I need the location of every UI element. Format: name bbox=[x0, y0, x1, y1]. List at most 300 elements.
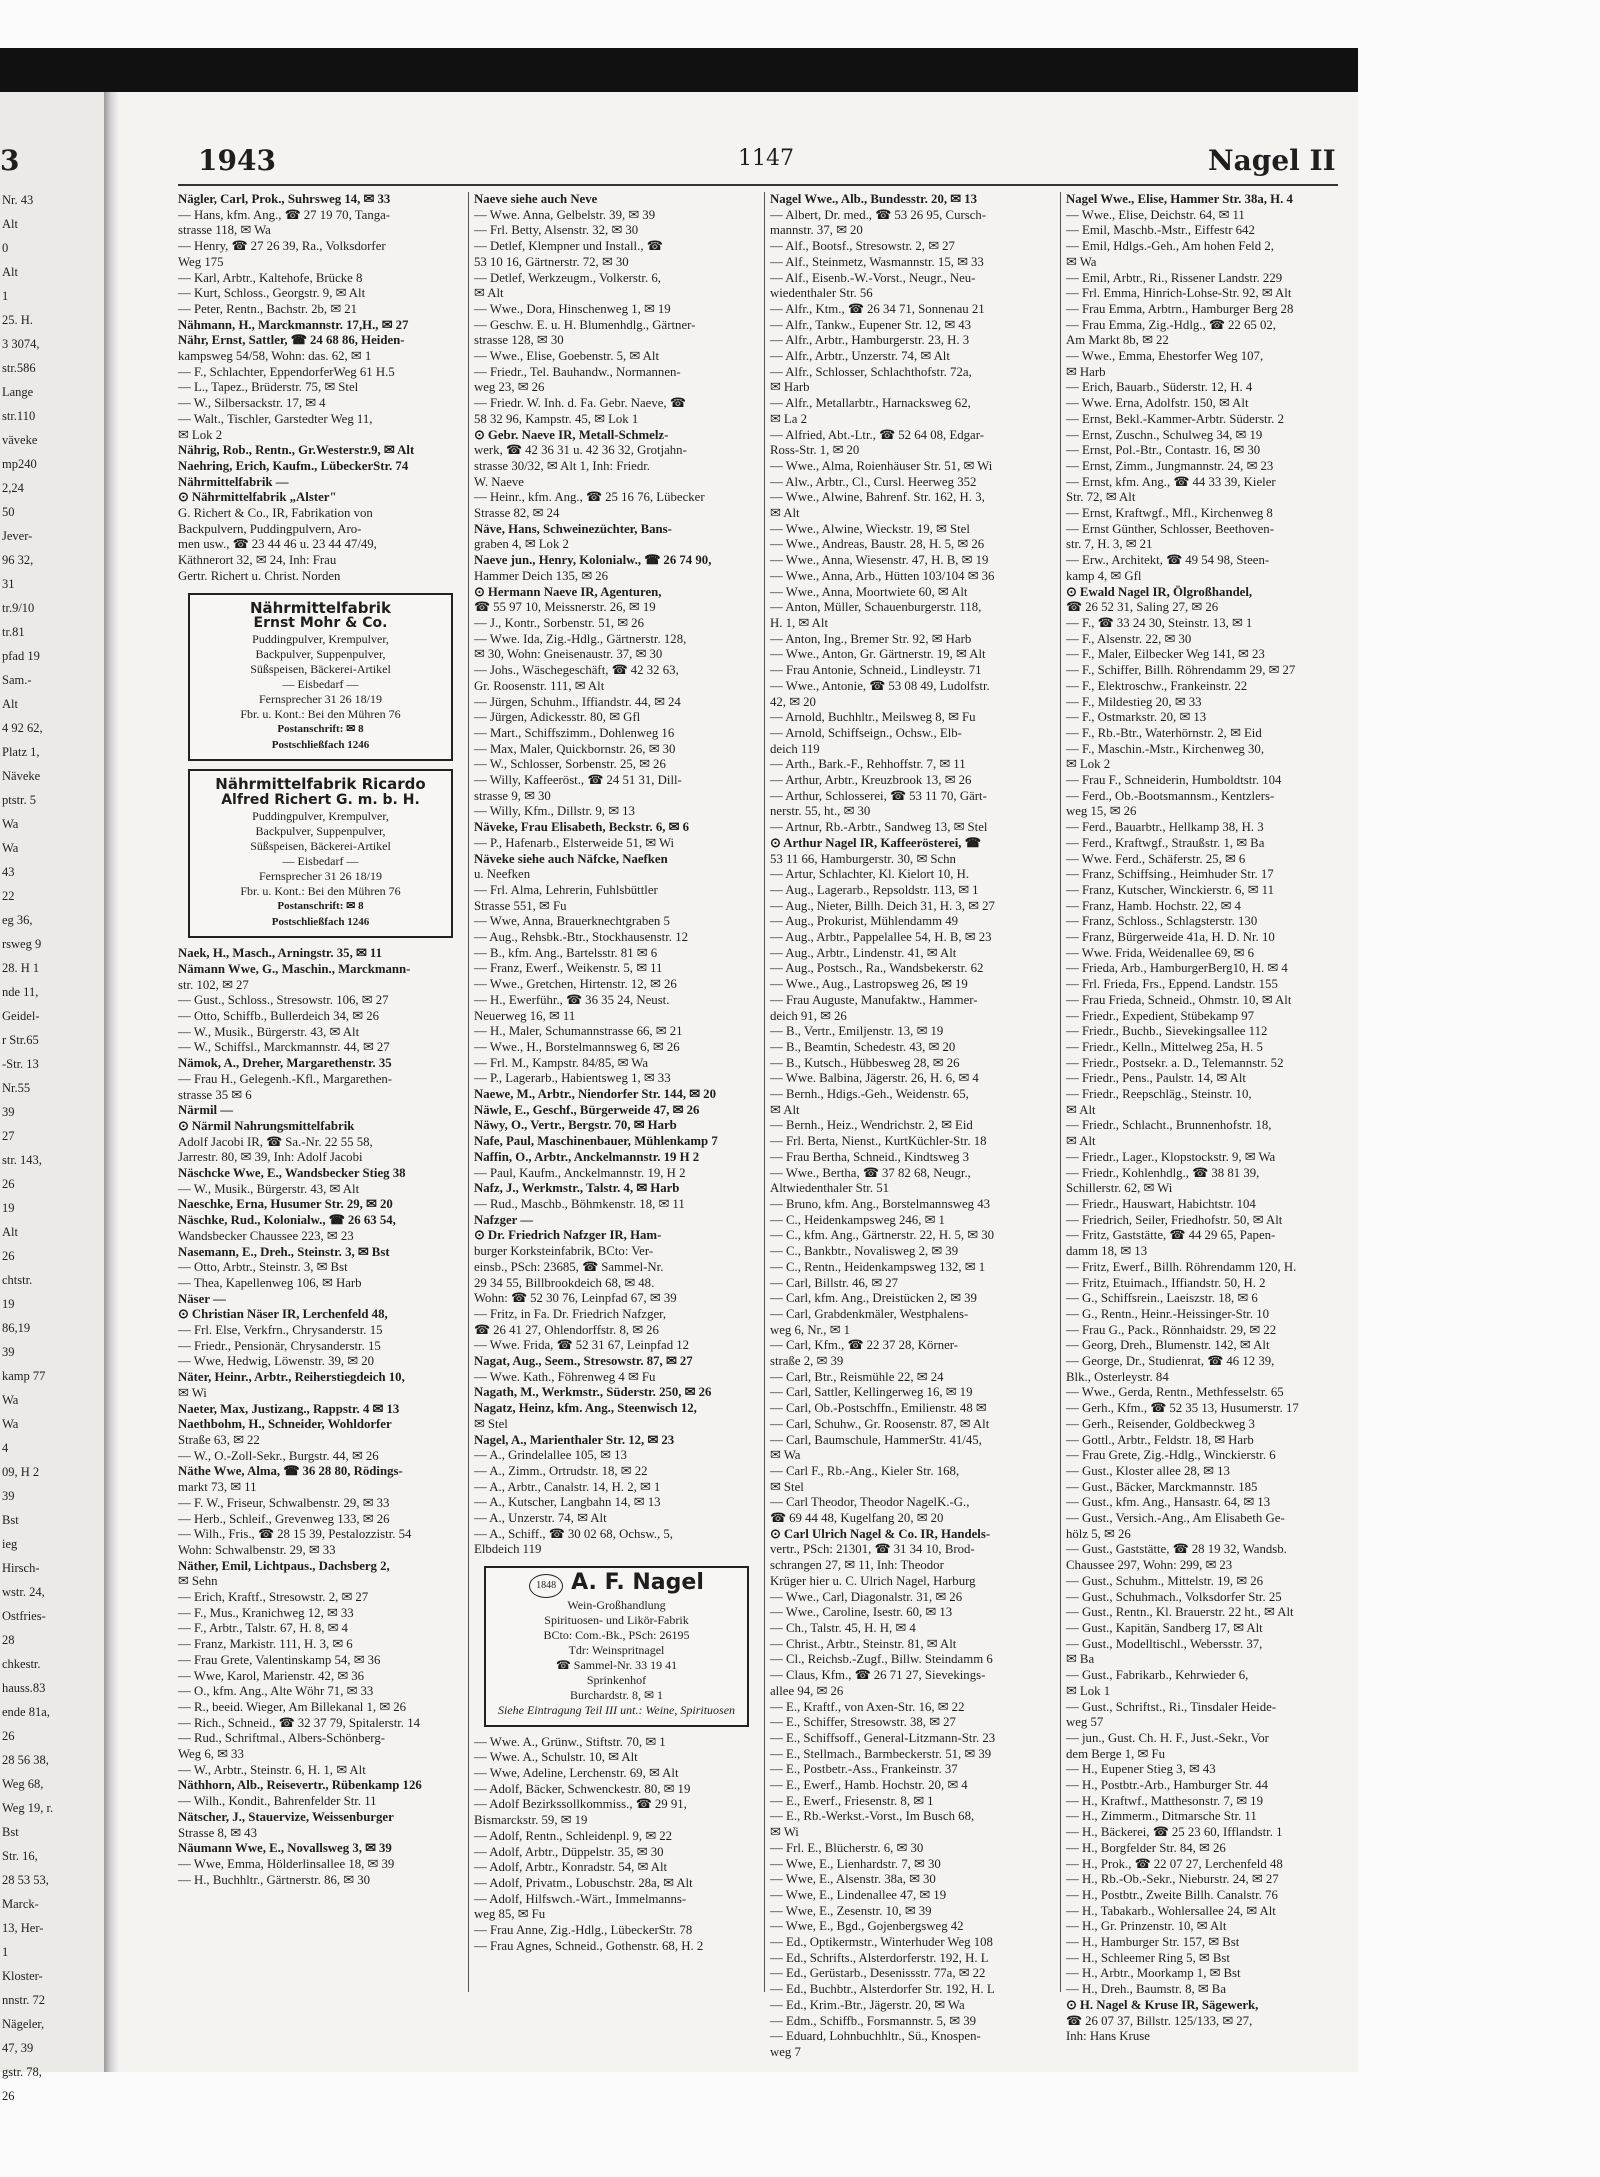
directory-entry: — Otto, Arbtr., Steinstr. 3, ✉ Bst bbox=[178, 1260, 348, 1275]
directory-entry: — Wwe., Aug., Lastropsweg 26, ✉ 19 bbox=[770, 977, 968, 992]
directory-entry: — A., Unzerstr. 74, ✉ Alt bbox=[474, 1511, 607, 1526]
directory-entry: — Frau Bertha, Schneid., Kindtsweg 3 bbox=[770, 1149, 970, 1164]
directory-entry: — Fritz, Gaststätte, ☎ 44 29 65, Papen- bbox=[1066, 1228, 1276, 1243]
previous-page-line: Geidel- bbox=[2, 1009, 40, 1023]
directory-entry: ⊙ H. Nagel & Kruse IR, Sägewerk, bbox=[1066, 1997, 1259, 2012]
previous-page-line: Jever- bbox=[2, 529, 33, 543]
directory-entry: — F., Elektroschw., Frankeinstr. 22 bbox=[1066, 678, 1248, 693]
directory-entry: ✉ Stel bbox=[770, 1479, 804, 1494]
ad-line: — Eisbedarf — bbox=[282, 676, 359, 691]
directory-entry: — Thea, Kapellenweg 106, ✉ Harb bbox=[178, 1275, 362, 1290]
previous-page-line: 1 bbox=[2, 289, 9, 303]
directory-entry: — Wwe., Anna, Wiesenstr. 47, H. B, ✉ 19 bbox=[770, 553, 989, 568]
previous-page-line: rsweg 9 bbox=[2, 937, 42, 951]
directory-entry: — jun., Gust. Ch. H. F., Just.-Sekr., Vor bbox=[1066, 1730, 1269, 1745]
previous-page-line: Ostfries- bbox=[2, 1609, 46, 1623]
directory-entry: — J., Kontr., Sorbenstr. 51, ✉ 26 bbox=[474, 615, 644, 630]
directory-entry: — Erw., Architekt, ☎ 49 54 98, Steen- bbox=[1066, 553, 1270, 568]
ad-post-address: Postanschrift: ✉ 8 bbox=[277, 722, 364, 735]
ad-line: Wein-Großhandlung bbox=[567, 1597, 666, 1612]
directory-entry: — Wwe., Anna, Arb., Hütten 103/104 ✉ 36 bbox=[770, 568, 995, 583]
previous-page-line: 2,24 bbox=[2, 481, 24, 495]
directory-entry: — Wwe, Adeline, Lerchenstr. 69, ✉ Alt bbox=[474, 1765, 679, 1780]
previous-page-line: eg 36, bbox=[2, 913, 33, 927]
directory-entry: ✉ 30, Wohn: Gneisenaustr. 37, ✉ 30 bbox=[474, 647, 663, 662]
directory-entry: — Alfr., Schlosser, Schlachthofstr. 72a, bbox=[770, 364, 972, 379]
directory-entry: ☎ 69 44 48, Kugelfang 20, ✉ 20 bbox=[770, 1511, 944, 1526]
directory-entry: Ross-Str. 1, ✉ 20 bbox=[770, 443, 860, 458]
directory-entry: — Wwe., Bertha, ☎ 37 82 68, Neugr., bbox=[770, 1165, 971, 1180]
directory-entry: Näthe Wwe, Alma, ☎ 36 28 80, Rödings- bbox=[178, 1464, 403, 1479]
directory-entry: — Gust., Schuhmach., Volksdorfer Str. 25 bbox=[1066, 1589, 1282, 1604]
directory-entry: — Arnold, Buchhltr., Meilsweg 8, ✉ Fu bbox=[770, 710, 976, 725]
directory-entry: graben 4, ✉ Lok 2 bbox=[474, 537, 569, 552]
directory-entry: — Ernst, Zimm., Jungmannstr. 24, ✉ 23 bbox=[1066, 458, 1274, 473]
directory-entry: ✉ Alt bbox=[770, 1102, 800, 1117]
directory-entry: — Wwe, Emma, Hölderlinsallee 18, ✉ 39 bbox=[178, 1856, 395, 1871]
directory-entry: — Carl, Baumschule, HammerStr. 41/45, bbox=[770, 1432, 982, 1447]
directory-entry: straße 2, ✉ 39 bbox=[770, 1354, 844, 1369]
directory-entry: — Kurt, Schloss., Georgstr. 9, ✉ Alt bbox=[178, 286, 366, 301]
directory-entry: Nafe, Paul, Maschinenbauer, Mühlenkamp 7 bbox=[474, 1134, 718, 1149]
previous-page-line: str.586 bbox=[2, 361, 36, 375]
previous-page-line: 47, 39 bbox=[2, 2041, 34, 2055]
ad-subtitle: Alfred Richert G. m. b. H. bbox=[221, 792, 420, 809]
directory-entry: strasse 9, ✉ 30 bbox=[474, 788, 551, 803]
directory-entry: — Alfr., Ktm., ☎ 26 34 71, Sonnenau 21 bbox=[770, 301, 985, 316]
directory-entry: Naeter, Max, Justizang., Rappstr. 4 ✉ 13 bbox=[178, 1401, 400, 1416]
directory-entry: — H., Tabakarb., Wohlersallee 24, ✉ Alt bbox=[1066, 1903, 1276, 1918]
directory-entry: Näser — bbox=[178, 1291, 226, 1306]
previous-page-line: ende 81a, bbox=[2, 1705, 50, 1719]
directory-entry: — Adolf, Arbtr., Düppelstr. 35, ✉ 30 bbox=[474, 1844, 664, 1859]
directory-entry: ⊙ Ewald Nagel IR, Ölgroßhandel, bbox=[1066, 584, 1253, 599]
directory-entry: ⊙ Arthur Nagel IR, Kaffeerösterei, ☎ bbox=[770, 835, 981, 850]
directory-entry: Näveke siehe auch Näfcke, Naefken bbox=[474, 851, 668, 866]
ad-title: A. F. Nagel bbox=[571, 1569, 704, 1595]
directory-entry: — Wwe., H., Borstelmannsweg 6, ✉ 26 bbox=[474, 1039, 680, 1054]
directory-entry: — H., Zimmerm., Ditmarsche Str. 11 bbox=[1066, 1809, 1257, 1824]
directory-entry: — Rud., Schriftmal., Albers-Schönberg- bbox=[178, 1731, 385, 1746]
directory-entry: 42, ✉ 20 bbox=[770, 694, 816, 709]
previous-page-line: Marck- bbox=[2, 1897, 39, 1911]
directory-entry: — Carl, Sattler, Kellingerweg 16, ✉ 19 bbox=[770, 1385, 973, 1400]
directory-entry: Nafz, J., Werkmstr., Talstr. 4, ✉ Harb bbox=[474, 1181, 680, 1196]
directory-entry: — Mart., Schiffszimm., Dohlenweg 16 bbox=[474, 725, 675, 740]
directory-entry: — Bernh., Hdigs.-Geh., Weidenstr. 65, bbox=[770, 1087, 969, 1102]
directory-entry: — Friedr., Schlacht., Brunnenhofstr. 18, bbox=[1066, 1118, 1272, 1133]
directory-entry: — H., Arbtr., Moorkamp 1, ✉ Bst bbox=[1066, 1966, 1241, 1981]
ad-line: Spirituosen- und Likör-Fabrik bbox=[544, 1612, 689, 1627]
directory-entry: — Frau Emma, Zig.-Hdlg., ☎ 22 65 02, bbox=[1066, 317, 1277, 332]
directory-entry: — F., Rb.-Btr., Waterhörnstr. 2, ✉ Eid bbox=[1066, 725, 1262, 740]
directory-entry: — Frau Anne, Zig.-Hdlg., LübeckerStr. 78 bbox=[474, 1923, 693, 1938]
directory-entry: — Max, Maler, Quickbornstr. 26, ✉ 30 bbox=[474, 741, 676, 756]
directory-entry: Weg 175 bbox=[178, 254, 224, 269]
directory-entry: — C., kfm. Ang., Gärtnerstr. 22, H. 5, ✉ 30 bbox=[770, 1228, 994, 1243]
directory-entry: — Alf., Bootsf., Stresowstr. 2, ✉ 27 bbox=[770, 239, 955, 254]
directory-entry: — E., Stellmach., Barmbeckerstr. 51, ✉ 39 bbox=[770, 1746, 992, 1761]
directory-entry: — W., Musik., Bürgerstr. 43, ✉ Alt bbox=[178, 1181, 360, 1196]
previous-page-line: 50 bbox=[2, 505, 15, 519]
directory-entry: Straße 63, ✉ 22 bbox=[178, 1433, 260, 1447]
directory-entry: — Artnur, Rb.-Arbtr., Sandweg 13, ✉ Stel bbox=[770, 820, 988, 835]
directory-entry: ✉ Sehn bbox=[178, 1574, 218, 1589]
directory-entry: — Gust., kfm. Ang., Hansastr. 64, ✉ 13 bbox=[1066, 1495, 1271, 1510]
directory-entry: — Walt., Tischler, Garstedter Weg 11, bbox=[178, 411, 373, 426]
directory-entry: — Fritz, Ewerf., Billh. Röhrendamm 120, H. bbox=[1066, 1259, 1297, 1274]
directory-entry: — Aug., Nieter, Billh. Deich 31, H. 3, ✉ 27 bbox=[770, 898, 995, 913]
directory-entry: Str. 72, ✉ Alt bbox=[1066, 490, 1136, 505]
directory-entry: — A., Grindelallee 105, ✉ 13 bbox=[474, 1448, 627, 1463]
previous-page-line: 39 bbox=[2, 1345, 15, 1359]
page-running-name: Nagel II bbox=[1208, 144, 1336, 177]
book-gutter bbox=[104, 92, 118, 2072]
directory-entry: 53 10 16, Gärtnerstr. 72, ✉ 30 bbox=[474, 254, 629, 269]
directory-entry: — George, Dr., Studienrat, ☎ 46 12 39, bbox=[1066, 1354, 1275, 1369]
directory-entry: H. 1, ✉ Alt bbox=[770, 615, 829, 630]
directory-entry: u. Neefken bbox=[474, 867, 531, 882]
directory-entry: — Adolf, Arbtr., Konradstr. 54, ✉ Alt bbox=[474, 1860, 668, 1875]
directory-entry: Inh: Hans Kruse bbox=[1066, 2029, 1150, 2044]
directory-entry: — H., Prok., ☎ 22 07 27, Lerchenfeld 48 bbox=[1066, 1856, 1283, 1871]
ad-line: ☎ Sammel-Nr. 33 19 41 bbox=[555, 1657, 678, 1672]
previous-page-line: Wa bbox=[2, 841, 19, 855]
directory-entry: — Gust., Fabrikarb., Kehrwieder 6, bbox=[1066, 1668, 1249, 1683]
directory-entry: — Wwe, E., Zesenstr. 10, ✉ 39 bbox=[770, 1903, 932, 1918]
directory-entry: — Frau Grete, Valentinskamp 54, ✉ 36 bbox=[178, 1652, 381, 1667]
directory-entry: — E., Postbetr.-Ass., Frankeinstr. 37 bbox=[770, 1762, 958, 1777]
previous-page-line: Platz 1, bbox=[2, 745, 40, 759]
directory-entry: — Wwe., Caroline, Isestr. 60, ✉ 13 bbox=[770, 1605, 953, 1620]
directory-entry: — Ferd., Kraftwgf., Straußstr. 1, ✉ Ba bbox=[1066, 835, 1265, 850]
directory-entry: — Ch., Talstr. 45, H. H, ✉ 4 bbox=[770, 1620, 916, 1635]
directory-entry: — Franz, Hamb. Hochstr. 22, ✉ 4 bbox=[1066, 898, 1241, 913]
previous-page-line: Weg 68, bbox=[2, 1777, 44, 1791]
directory-entry: — Frau Antonie, Schneid., Lindleystr. 71 bbox=[770, 663, 982, 678]
directory-entry: — Gust., Rentn., Kl. Brauerstr. 22 ht., ✉ Alt bbox=[1066, 1605, 1294, 1620]
directory-entry: ✉ Alt bbox=[1066, 1102, 1096, 1117]
previous-page-line: Näveke bbox=[2, 769, 41, 783]
directory-entry: — Arth., Bark.-F., Rehhoffstr. 7, ✉ 11 bbox=[770, 757, 966, 772]
ad-line: Backpulver, Suppenpulver, bbox=[255, 646, 386, 661]
directory-entry: — Rich., Schneid., ☎ 32 37 79, Spitalerstr. 14 bbox=[178, 1715, 421, 1730]
previous-page-line: 4 92 62, bbox=[2, 721, 43, 735]
column-2 bbox=[474, 192, 759, 1992]
directory-entry: — B., kfm. Ang., Bartelsstr. 81 ✉ 6 bbox=[474, 945, 658, 960]
directory-entry: — Gust., Modelltischl., Webersstr. 37, bbox=[1066, 1636, 1263, 1651]
directory-entry: ☎ 26 41 27, Ohlendorffstr. 8, ✉ 26 bbox=[474, 1322, 659, 1337]
directory-entry: — Gust., Versich.-Ang., Am Elisabeth Ge- bbox=[1066, 1511, 1285, 1526]
scan-top-edge bbox=[0, 48, 1358, 92]
directory-entry: — Anton, Müller, Schauenburgerstr. 118, bbox=[770, 600, 982, 615]
directory-entry: — Friedr., Expedient, Stübekamp 97 bbox=[1066, 1008, 1255, 1023]
directory-entry: ✉ Stel bbox=[474, 1416, 508, 1431]
column-4 bbox=[1066, 192, 1351, 2044]
directory-entry: — Frl. Frieda, Frs., Eppend. Landstr. 155 bbox=[1066, 977, 1278, 992]
directory-entry: Naeve jun., Henry, Kolonialw., ☎ 26 74 90, bbox=[474, 553, 712, 568]
previous-page-line: Alt bbox=[2, 265, 18, 279]
directory-entry: — Bernh., Heiz., Wendrichstr. 2, ✉ Eid bbox=[770, 1118, 973, 1133]
directory-entry: — Frau Agnes, Schneid., Gothenstr. 68, H. 2 bbox=[474, 1938, 704, 1953]
previous-page-line: 43 bbox=[2, 865, 15, 879]
directory-entry: einsb., PSch: 23685, ☎ Sammel-Nr. bbox=[474, 1259, 664, 1274]
directory-page bbox=[118, 92, 1358, 2072]
directory-entry: — Wwe, Hedwig, Löwenstr. 39, ✉ 20 bbox=[178, 1354, 375, 1369]
directory-entry: weg 6, Nr., ✉ 1 bbox=[770, 1322, 851, 1337]
ad-post-address: Postanschrift: ✉ 8 bbox=[277, 899, 364, 912]
directory-entry: schrangen 27, ✉ 11, Inh: Theodor bbox=[770, 1558, 944, 1573]
directory-entry: — W., O.-Zoll-Sekr., Burgstr. 44, ✉ 26 bbox=[178, 1448, 379, 1463]
ad-subtitle: Ernst Mohr & Co. bbox=[253, 615, 388, 632]
directory-entry: weg 57 bbox=[1066, 1715, 1104, 1730]
directory-entry: — Friedr., Kelln., Mittelweg 25a, H. 5 bbox=[1066, 1039, 1263, 1054]
directory-entry: — Ernst Günther, Schlosser, Beethoven- bbox=[1066, 521, 1274, 536]
directory-entry: — Detlef, Werkzeugm., Volkerstr. 6, bbox=[474, 270, 661, 285]
column-1 bbox=[178, 192, 463, 1992]
directory-entry: — H., Schleemer Ring 5, ✉ Bst bbox=[1066, 1950, 1230, 1965]
directory-entry: — Frieda, Arb., HamburgerBerg10, H. ✉ 4 bbox=[1066, 961, 1288, 976]
previous-page-line: Lange bbox=[2, 385, 34, 399]
previous-page-line: kamp 77 bbox=[2, 1369, 46, 1383]
directory-entry: — Claus, Kfm., ☎ 26 71 27, Sievekings- bbox=[770, 1668, 986, 1683]
directory-entry: — Wwe. Anna, Gelbelstr. 39, ✉ 39 bbox=[474, 207, 656, 222]
directory-entry: — Wwe., Anna, Moortwiete 60, ✉ Alt bbox=[770, 584, 968, 599]
previous-page-line: tr.9/10 bbox=[2, 601, 35, 615]
previous-page-line: gstr. 78, bbox=[2, 2065, 42, 2079]
directory-entry: — Friedr., Reepschläg., Steinstr. 10, bbox=[1066, 1087, 1252, 1102]
previous-page-line: Nägeler, bbox=[2, 2017, 45, 2031]
previous-page-line: 19 bbox=[2, 1297, 15, 1311]
directory-entry: — Frl. E., Blücherstr. 6, ✉ 30 bbox=[770, 1840, 924, 1855]
previous-page-line: wstr. 24, bbox=[2, 1585, 45, 1599]
previous-page-fragment bbox=[0, 92, 104, 2103]
directory-entry: 53 11 66, Hamburgerstr. 30, ✉ Schn bbox=[770, 851, 956, 866]
directory-entry: strasse 30/32, ✉ Alt 1, Inh: Friedr. bbox=[474, 458, 651, 473]
directory-entry: — Gerh., Reisender, Goldbeckweg 3 bbox=[1066, 1416, 1255, 1431]
directory-entry: ✉ Ba bbox=[1066, 1652, 1095, 1667]
directory-entry: Naeschke, Erna, Husumer Str. 29, ✉ 20 bbox=[178, 1197, 393, 1212]
directory-entry: — Wwe., Andreas, Baustr. 28, H. 5, ✉ 26 bbox=[770, 537, 985, 552]
directory-entry: — F., Maschin.-Mstr., Kirchenweg 30, bbox=[1066, 741, 1265, 756]
directory-entry: — Friedr., Buchb., Sievekingsallee 112 bbox=[1066, 1024, 1268, 1039]
directory-entry: Weg 6, ✉ 33 bbox=[178, 1747, 244, 1762]
directory-entry: strasse 128, ✉ 30 bbox=[474, 333, 564, 348]
directory-entry: — E., Kraftf., von Axen-Str. 16, ✉ 22 bbox=[770, 1699, 965, 1714]
ad-office: Fbr. u. Kont.: Bei den Mühren 76 bbox=[240, 706, 401, 721]
directory-entry: — Willy, Kfm., Dillstr. 9, ✉ 13 bbox=[474, 804, 635, 819]
directory-entry: Näve, Hans, Schweinezüchter, Bans- bbox=[474, 521, 672, 536]
directory-entry: Altwiedenthaler Str. 51 bbox=[770, 1181, 890, 1196]
advertisement-box bbox=[188, 769, 453, 938]
directory-entry: Blk., Osterleystr. 84 bbox=[1066, 1369, 1169, 1384]
directory-entry: — F., Maler, Eilbecker Weg 141, ✉ 23 bbox=[1066, 647, 1265, 662]
directory-entry: ✉ Wa bbox=[770, 1448, 801, 1463]
directory-entry: Nagath, M., Werkmstr., Süderstr. 250, ✉ 26 bbox=[474, 1385, 712, 1400]
directory-entry: — Geschw. E. u. H. Blumenhdlg., Gärtner- bbox=[474, 317, 696, 332]
directory-entry: — W., Arbtr., Steinstr. 6, H. 1, ✉ Alt bbox=[178, 1762, 366, 1777]
previous-page-line: Nr.55 bbox=[2, 1081, 31, 1095]
directory-entry: ✉ Alt bbox=[1066, 1134, 1096, 1149]
previous-page-line: 26 bbox=[2, 1729, 15, 1743]
directory-entry: — B., Vertr., Emiljenstr. 13, ✉ 19 bbox=[770, 1024, 944, 1039]
directory-entry: — E., Schiffer, Stresowstr. 38, ✉ 27 bbox=[770, 1715, 956, 1730]
directory-entry: — Wwe, E., Lienhardstr. 7, ✉ 30 bbox=[770, 1856, 941, 1871]
directory-entry: — Frl. Alma, Lehrerin, Fuhlsbüttler bbox=[474, 882, 658, 897]
directory-entry: strasse 35 ✉ 6 bbox=[178, 1087, 252, 1102]
directory-entry: — H., Gr. Prinzenstr. 10, ✉ Alt bbox=[1066, 1919, 1227, 1934]
previous-page-line: 1 bbox=[2, 1945, 9, 1959]
directory-entry: Nagel Wwe., Elise, Hammer Str. 38a, H. 4 bbox=[1066, 192, 1293, 206]
directory-entry: — Wwe. Ida, Zig.-Hdlg., Gärtnerstr. 128, bbox=[474, 631, 687, 646]
directory-entry: — Frl. M., Kampstr. 84/85, ✉ Wa bbox=[474, 1055, 649, 1070]
directory-entry: — E., Ewerf., Friesenstr. 8, ✉ 1 bbox=[770, 1793, 934, 1808]
directory-entry: nerstr. 55, ht., ✉ 30 bbox=[770, 804, 871, 819]
directory-entry: Neuerweg 16, ✉ 11 bbox=[474, 1008, 576, 1023]
directory-entry: ⊙ Gebr. Naeve IR, Metall-Schmelz- bbox=[474, 427, 669, 442]
directory-entry: — Wwe. A., Schulstr. 10, ✉ Alt bbox=[474, 1750, 638, 1765]
directory-entry: — Franz, Schloss., Schlagsterstr. 130 bbox=[1066, 914, 1258, 929]
directory-entry: Näwy, O., Vertr., Bergstr. 70, ✉ Harb bbox=[474, 1118, 677, 1133]
directory-entry: ✉ Lok 1 bbox=[1066, 1683, 1111, 1698]
directory-entry: Näthhorn, Alb., Reisevertr., Rübenkamp 126 bbox=[178, 1778, 422, 1793]
previous-page-line: Sam.- bbox=[2, 673, 32, 687]
directory-entry: — A., Arbtr., Canalstr. 14, H. 2, ✉ 1 bbox=[474, 1479, 661, 1494]
directory-entry: — Wwe, Anna, Brauerknechtgraben 5 bbox=[474, 914, 670, 929]
directory-entry: Naehring, Erich, Kaufm., LübeckerStr. 74 bbox=[178, 458, 409, 473]
previous-page-line: 31 bbox=[2, 577, 15, 591]
previous-page-line: 26 bbox=[2, 1177, 15, 1191]
directory-entry: — F., Arbtr., Talstr. 67, H. 8, ✉ 4 bbox=[178, 1621, 348, 1636]
directory-entry: Naffin, O., Arbtr., Anckelmannstr. 19 H 2 bbox=[474, 1149, 700, 1164]
directory-entry: — O., kfm. Ang., Alte Wöhr 71, ✉ 33 bbox=[178, 1684, 374, 1699]
directory-entry: 29 34 55, Billbrookdeich 68, ✉ 48. bbox=[474, 1275, 655, 1290]
directory-entry: — Emil, Hdlgs.-Geh., Am hohen Feld 2, bbox=[1066, 239, 1274, 254]
directory-entry: — L., Tapez., Brüderstr. 75, ✉ Stel bbox=[178, 380, 359, 395]
directory-entry: Närmil — bbox=[178, 1103, 234, 1118]
directory-entry: Näschcke Wwe, E., Wandsbecker Stieg 38 bbox=[178, 1166, 406, 1181]
directory-entry: weg 15, ✉ 26 bbox=[1066, 804, 1137, 819]
directory-entry: — Alf., Eisenb.-W.-Vorst., Neugr., Neu- bbox=[770, 270, 976, 285]
directory-entry: — Wwe. Ferd., Schäferstr. 25, ✉ 6 bbox=[1066, 851, 1246, 866]
directory-entry: Nasemann, E., Dreh., Steinstr. 3, ✉ Bst bbox=[178, 1244, 390, 1259]
directory-entry: ✉ Alt bbox=[474, 286, 504, 301]
directory-entry: — Carl, kfm. Ang., Dreistücken 2, ✉ 39 bbox=[770, 1291, 977, 1306]
previous-page-line: str. 143, bbox=[2, 1153, 42, 1167]
directory-entry: — A., Kutscher, Langbahn 14, ✉ 13 bbox=[474, 1495, 661, 1510]
ad-line: Burchardstr. 8, ✉ 1 bbox=[569, 1687, 664, 1702]
directory-entry: — Wilh., Kondit., Bahrenfelder Str. 11 bbox=[178, 1794, 377, 1809]
column-divider bbox=[468, 192, 469, 1992]
directory-entry: — Franz, Schiffsing., Heimhuder Str. 17 bbox=[1066, 867, 1274, 882]
directory-entry: str. 102, ✉ 27 bbox=[178, 977, 249, 992]
directory-entry: weg 7 bbox=[770, 2044, 801, 2059]
directory-entry: ⊙ Närmil Nahrungsmittelfabrik bbox=[178, 1118, 355, 1133]
directory-entry: — Carl, Grabdenkmäler, Westphalens- bbox=[770, 1306, 969, 1321]
directory-entry: — Friedr., Pens., Paulstr. 14, ✉ Alt bbox=[1066, 1071, 1246, 1086]
directory-entry: Naewe, M., Arbtr., Niendorfer Str. 144, ✉ 20 bbox=[474, 1087, 716, 1102]
previous-page-line: r Str.65 bbox=[2, 1033, 39, 1047]
directory-entry: Chaussee 297, Wohn: 299, ✉ 23 bbox=[1066, 1558, 1233, 1573]
directory-entry: — Friedr., Tel. Bauhandw., Normannen- bbox=[474, 364, 681, 379]
directory-entry: — Gust., Bäcker, Marckmannstr. 185 bbox=[1066, 1479, 1258, 1494]
directory-entry: ☎ 26 07 37, Billstr. 125/133, ✉ 27, bbox=[1066, 2013, 1253, 2028]
directory-entry: W. Naeve bbox=[474, 474, 524, 489]
directory-entry: — Adolf, Privatm., Lobuschstr. 28a, ✉ Alt bbox=[474, 1875, 693, 1890]
directory-entry: — Alfr., Arbtr., Hamburgerstr. 23, H. 3 bbox=[770, 333, 970, 348]
directory-entry: — Alw., Arbtr., Cl., Cursl. Heerweg 352 bbox=[770, 474, 977, 489]
previous-page-line: 39 bbox=[2, 1105, 15, 1119]
previous-page-line: Alt bbox=[2, 217, 18, 231]
directory-entry: — Wilh., Fris., ☎ 28 15 39, Pestalozzistr. 54 bbox=[178, 1527, 412, 1542]
directory-entry: — Friedr., Hauswart, Habichtstr. 104 bbox=[1066, 1197, 1256, 1211]
directory-entry: — A., Zimm., Ortrudstr. 18, ✉ 22 bbox=[474, 1463, 648, 1478]
directory-entry: deich 119 bbox=[770, 741, 820, 756]
directory-entry: Am Markt 8b, ✉ 22 bbox=[1066, 333, 1169, 348]
directory-entry: — Wwe., Elise, Deichstr. 64, ✉ 11 bbox=[1066, 207, 1245, 222]
directory-entry: 58 32 96, Kampstr. 45, ✉ Lok 1 bbox=[474, 411, 639, 426]
directory-entry: — Alfr., Metallarbtr., Harnacksweg 62, bbox=[770, 396, 971, 411]
previous-page-line: 28 bbox=[2, 1633, 15, 1647]
directory-entry: — H., Eupener Stieg 3, ✉ 43 bbox=[1066, 1762, 1216, 1777]
directory-entry: — C., Rentn., Heidenkampsweg 132, ✉ 1 bbox=[770, 1259, 986, 1274]
directory-entry: — E., Ewerf., Hamb. Hochstr. 20, ✉ 4 bbox=[770, 1778, 968, 1793]
directory-entry: — Alfr., Tankw., Eupener Str. 12, ✉ 43 bbox=[770, 317, 972, 332]
directory-entry: — Wwe., Emma, Ehestorfer Weg 107, bbox=[1066, 349, 1264, 364]
directory-entry: ☎ 55 97 10, Meissnerstr. 26, ✉ 19 bbox=[474, 600, 656, 615]
directory-entry: — Gust., Schuhm., Mittelstr. 19, ✉ 26 bbox=[1066, 1573, 1263, 1588]
directory-entry: — Bruno, kfm. Ang., Borstelmannsweg 43 bbox=[770, 1197, 991, 1211]
directory-entry: Nätscher, J., Stauervize, Weissenburger bbox=[178, 1809, 394, 1824]
directory-entry: — Ed., Buchbtr., Alsterdorfer Str. 192, H. L bbox=[770, 1982, 995, 1997]
directory-entry: Schillerstr. 62, ✉ Wi bbox=[1066, 1181, 1173, 1196]
directory-entry: — Adolf, Rentn., Schleidenpl. 9, ✉ 22 bbox=[474, 1828, 673, 1843]
previous-page-line: 25. H. bbox=[2, 313, 33, 327]
directory-entry: str. 7, H. 3, ✉ 21 bbox=[1066, 537, 1153, 552]
directory-entry: — Wwe. Kath., Föhrenweg 4 ✉ Fu bbox=[474, 1369, 656, 1384]
directory-entry: ✉ Alt bbox=[770, 506, 800, 521]
directory-entry: — Edm., Schiffb., Forsmannstr. 5, ✉ 39 bbox=[770, 2013, 976, 2028]
previous-page-line: ptstr. 5 bbox=[2, 793, 37, 807]
previous-page-line: 19 bbox=[2, 1201, 15, 1215]
directory-entry: — E., Rb.-Werkst.-Vorst., Im Busch 68, bbox=[770, 1809, 975, 1824]
directory-entry: burger Korksteinfabrik, BCto: Ver- bbox=[474, 1244, 654, 1259]
directory-entry: — Frl. Else, Verkfrn., Chrysanderstr. 15 bbox=[178, 1323, 383, 1338]
previous-page-line: pfad 19 bbox=[2, 649, 40, 663]
directory-entry: — Albert, Dr. med., ☎ 53 26 95, Cursch- bbox=[770, 207, 987, 222]
directory-entry: — Carl, Schuhw., Gr. Roosenstr. 87, ✉ Alt bbox=[770, 1416, 990, 1431]
previous-page-line: Bst bbox=[2, 1825, 19, 1839]
directory-entry: — Karl, Arbtr., Kaltehofe, Brücke 8 bbox=[178, 270, 363, 285]
previous-page-line: chtstr. bbox=[2, 1273, 33, 1287]
directory-entry: — H., Maler, Schumannstrasse 66, ✉ 21 bbox=[474, 1024, 683, 1039]
directory-entry: Nagat, Aug., Seem., Stresowstr. 87, ✉ 27 bbox=[474, 1354, 693, 1369]
previous-page-line: 4 bbox=[2, 1441, 9, 1455]
directory-entry: Gr. Roosenstr. 111, ✉ Alt bbox=[474, 678, 605, 693]
previous-page-line: Wa bbox=[2, 1393, 19, 1407]
previous-page-line: Nr. 43 bbox=[2, 193, 34, 207]
directory-entry: — Carl, Kfm., ☎ 22 37 28, Körner- bbox=[770, 1338, 959, 1353]
directory-entry: — Henry, ☎ 27 26 39, Ra., Volksdorfer bbox=[178, 239, 386, 254]
ad-phone: Fernsprecher 31 26 18/19 bbox=[259, 868, 382, 883]
directory-entry: — Carl, Ob.-Postschffn., Emilienstr. 48 ✉ bbox=[770, 1401, 987, 1416]
directory-entry: ✉ Harb bbox=[1066, 364, 1106, 379]
directory-entry: Jarrestr. 80, ✉ 39, Inh: Adolf Jacobi bbox=[178, 1150, 363, 1165]
directory-entry: — Emil, Maschb.-Mstr., Eiffestr 642 bbox=[1066, 223, 1255, 238]
directory-entry: — Wwe., Alwine, Bahrenf. Str. 162, H. 3, bbox=[770, 490, 985, 505]
directory-entry: — R., beeid. Wieger, Am Billekanal 1, ✉ 26 bbox=[178, 1699, 407, 1714]
directory-entry: Krüger hier u. C. Ulrich Nagel, Harburg bbox=[770, 1573, 976, 1588]
